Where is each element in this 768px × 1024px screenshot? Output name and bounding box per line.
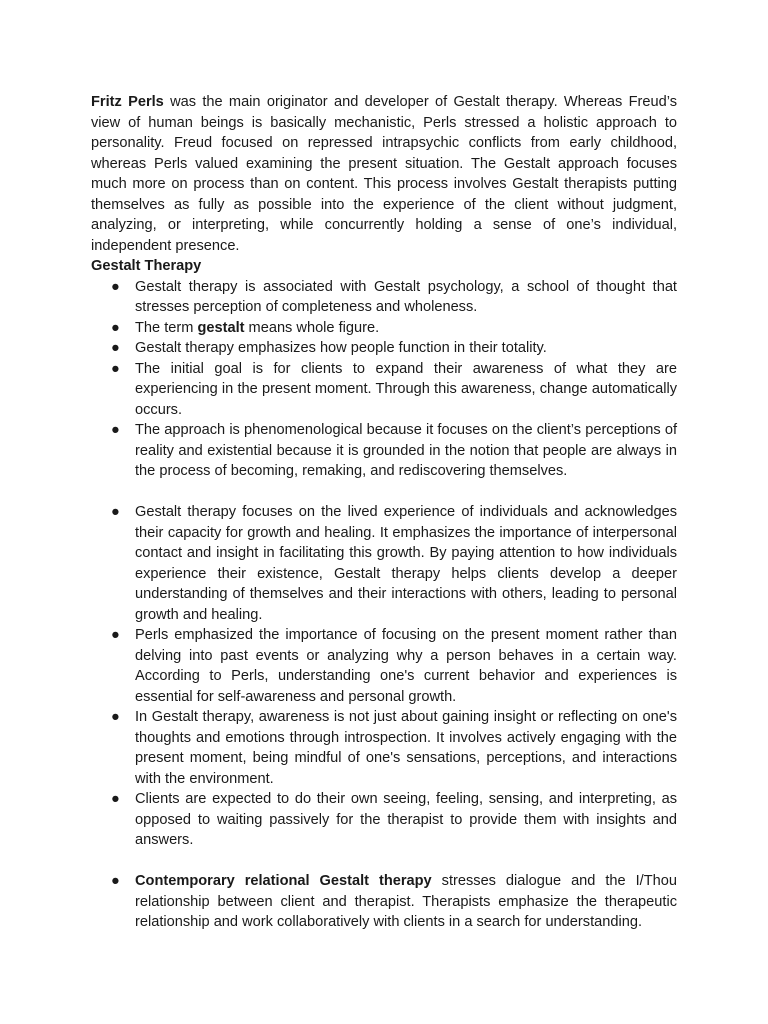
list-item: ● Gestalt therapy emphasizes how people function in their totality.	[91, 338, 677, 359]
list-item: ● Clients are expected to do their own seeing, feeling, sensing, and interpreting, as opposed to waiting passively for the therapist to provide them with insights and answers.	[111, 791, 677, 848]
bullet-icon: ●	[111, 340, 120, 356]
list-item: ● The term gestalt means whole figure.	[91, 318, 677, 339]
list-item: ● In Gestalt therapy, awareness is not just about gaining insight or reflecting on one's thoughts and emotions through introspection. It involves actively engaging with the present moment, being mindful of one's sensations, perceptions, and interactions with the environment.	[111, 709, 677, 787]
intro-text: was the main originator and developer of Gestalt therapy. Whereas Freud’s view of human beings is basically mechanistic, Perls stressed a holistic approach to personality. Freud focused on repressed intrapsychic conflicts from early childhood, whereas Perls valued examining the present situation. The Gestalt approach focuses much more on process than on content. This process involves Gestalt therapists putting themselves as fully as possible into the experience of the client without judgment, analyzing, or interpreting, while concurrently holding a sense of one’s individual, independent presence.	[91, 94, 677, 254]
bullet-icon: ●	[111, 319, 120, 336]
intro-paragraph	[91, 92, 677, 256]
bullet-list-3	[91, 871, 677, 933]
section-heading: Gestalt Therapy	[91, 258, 202, 274]
contemporary-term: Contemporary relational Gestalt therapy	[135, 873, 432, 889]
list-item: ● Perls emphasized the importance of focusing on the present moment rather than delving into past events or analyzing why a person behaves in a certain way. According to Perls, understanding one's current behavior and experiences is essential for self-awareness and personal growth.	[111, 627, 677, 705]
bullet-icon: ●	[111, 422, 120, 438]
bullet-list-1	[91, 277, 677, 482]
bullet-icon: ●	[111, 791, 120, 807]
bullet-list-2	[91, 502, 677, 851]
list-item: ● Gestalt therapy focuses on the lived experience of individuals and acknowledges their capacity for growth and healing. It emphasizes the importance of interpersonal contact and insight in facilitating this growth. By paying attention to how individuals experience their existence, Gestalt therapy helps clients develop a deeper understanding of themselves and their interactions with others, leading to personal growth and healing.	[111, 504, 677, 623]
bullet-icon: ●	[111, 504, 120, 520]
term-gestalt: gestalt	[197, 319, 245, 336]
list-item: ● Gestalt therapy is associated with Gestalt psychology, a school of thought that stresses perception of completeness and wholeness.	[111, 278, 677, 315]
document-page	[91, 92, 677, 933]
bullet-icon: ●	[111, 709, 120, 725]
bullet-icon: ●	[111, 627, 120, 643]
bullet-icon: ●	[111, 873, 120, 889]
bullet-icon: ●	[111, 360, 120, 377]
spacer	[91, 851, 677, 872]
list-item: ● The approach is phenomenological because it focuses on the client’s perceptions of reality and existential because it is grounded in the notion that people are always in the process of becoming, remaking, and rediscovering themselves.	[111, 422, 677, 479]
bullet-icon: ●	[111, 278, 120, 295]
list-item: ● The initial goal is for clients to expand their awareness of what they are experiencing in the present moment. Through this awareness, change automatically occurs.	[111, 360, 677, 418]
intro-name: Fritz Perls	[91, 94, 164, 110]
list-item: ● Contemporary relational Gestalt therapy stresses dialogue and the I/Thou relationship between client and therapist. Therapists emphasize the therapeutic relationship and work collaboratively with clients in a search for understanding.	[111, 873, 677, 930]
spacer	[91, 482, 677, 503]
